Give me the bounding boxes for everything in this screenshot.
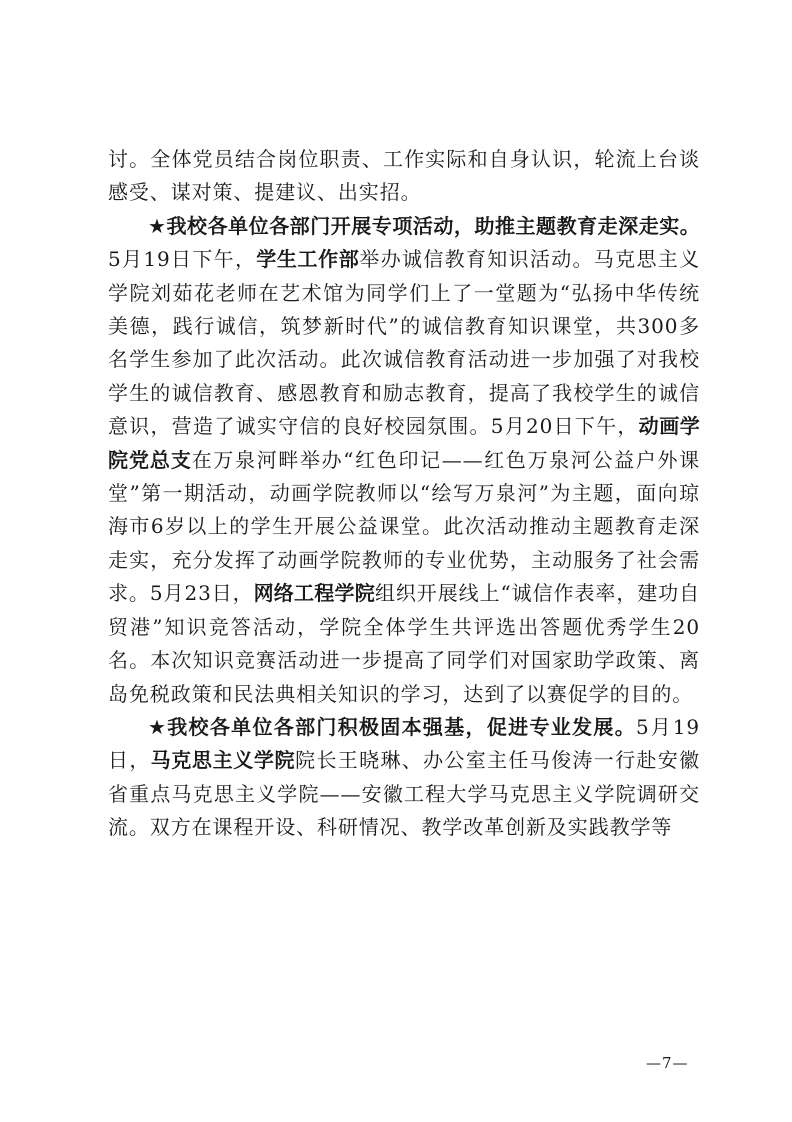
paragraph1-text-1: 5月19日下午，: [108, 247, 257, 272]
paragraph1-text-2: 举办诚信教育知识活动。马克思主义学院刘茹花老师在艺术馆为同学们上了一堂题为“弘扬中华传统美德，践行诚信，筑梦新时代”的诚信教育知识课堂，共300多名学生参加了此次活动。此次诚信教育活动进一步加强了对我校学生的诚信教育、感恩教育和励志教育，提高了我校学生的诚信意识，营造了诚实守信的良好校园氛围。5月20日下午，: [108, 247, 701, 439]
paragraph2-text-1: 5月19日，: [108, 714, 701, 773]
org-network-engineering: 网络工程学院: [253, 581, 375, 606]
professional-development-heading: ★我校各单位各部门积极固本强基，促进专业发展。: [148, 714, 637, 739]
body-text: [108, 143, 700, 845]
page-number: —7—: [646, 1054, 689, 1072]
paragraph1-text-3: 在万泉河畔举办“红色印记——红色万泉河公益户外课堂”第一期活动，动画学院教师以“绘写万泉河”为主题，面向琼海市6岁以上的学生开展公益课堂。此次活动推动主题教育走深走实，充分发挥了动画学院教师的专业优势，主动服务了社会需求。5月23日，: [108, 447, 700, 606]
org-animation-party-branch: 动画学院党总支: [108, 414, 700, 472]
special-activities-heading: ★我校各单位各部门开展专项活动，助推主题教育走深走实。: [148, 213, 700, 238]
org-student-affairs: 学生工作部: [256, 247, 360, 272]
continuation-paragraph: [108, 143, 700, 210]
continuation-text: 讨。全体党员结合岗位职责、工作实际和自身认识，轮流上台谈感受、谋对策、提建议、出实招。: [108, 147, 700, 205]
special-activities-paragraph: [108, 210, 700, 711]
paragraph2-text-2: 院长王晓琳、办公室主任马俊涛一行赴安徽省重点马克思主义学院——安徽工程大学马克思主义学院调研交流。双方在课程开设、科研情况、教学改革创新及实践教学等: [108, 748, 700, 840]
professional-development-paragraph: [108, 711, 700, 845]
paragraph1-text-4: 组织开展线上“诚信作表率，建功自贸港”知识竞答活动，学院全体学生共评选出答题优秀学生20名。本次知识竞赛活动进一步提高了同学们对国家助学政策、离岛免税政策和民法典相关知识的学习，达到了以赛促学的目的。: [108, 581, 701, 706]
org-marxism-school: 马克思主义学院: [150, 748, 296, 773]
